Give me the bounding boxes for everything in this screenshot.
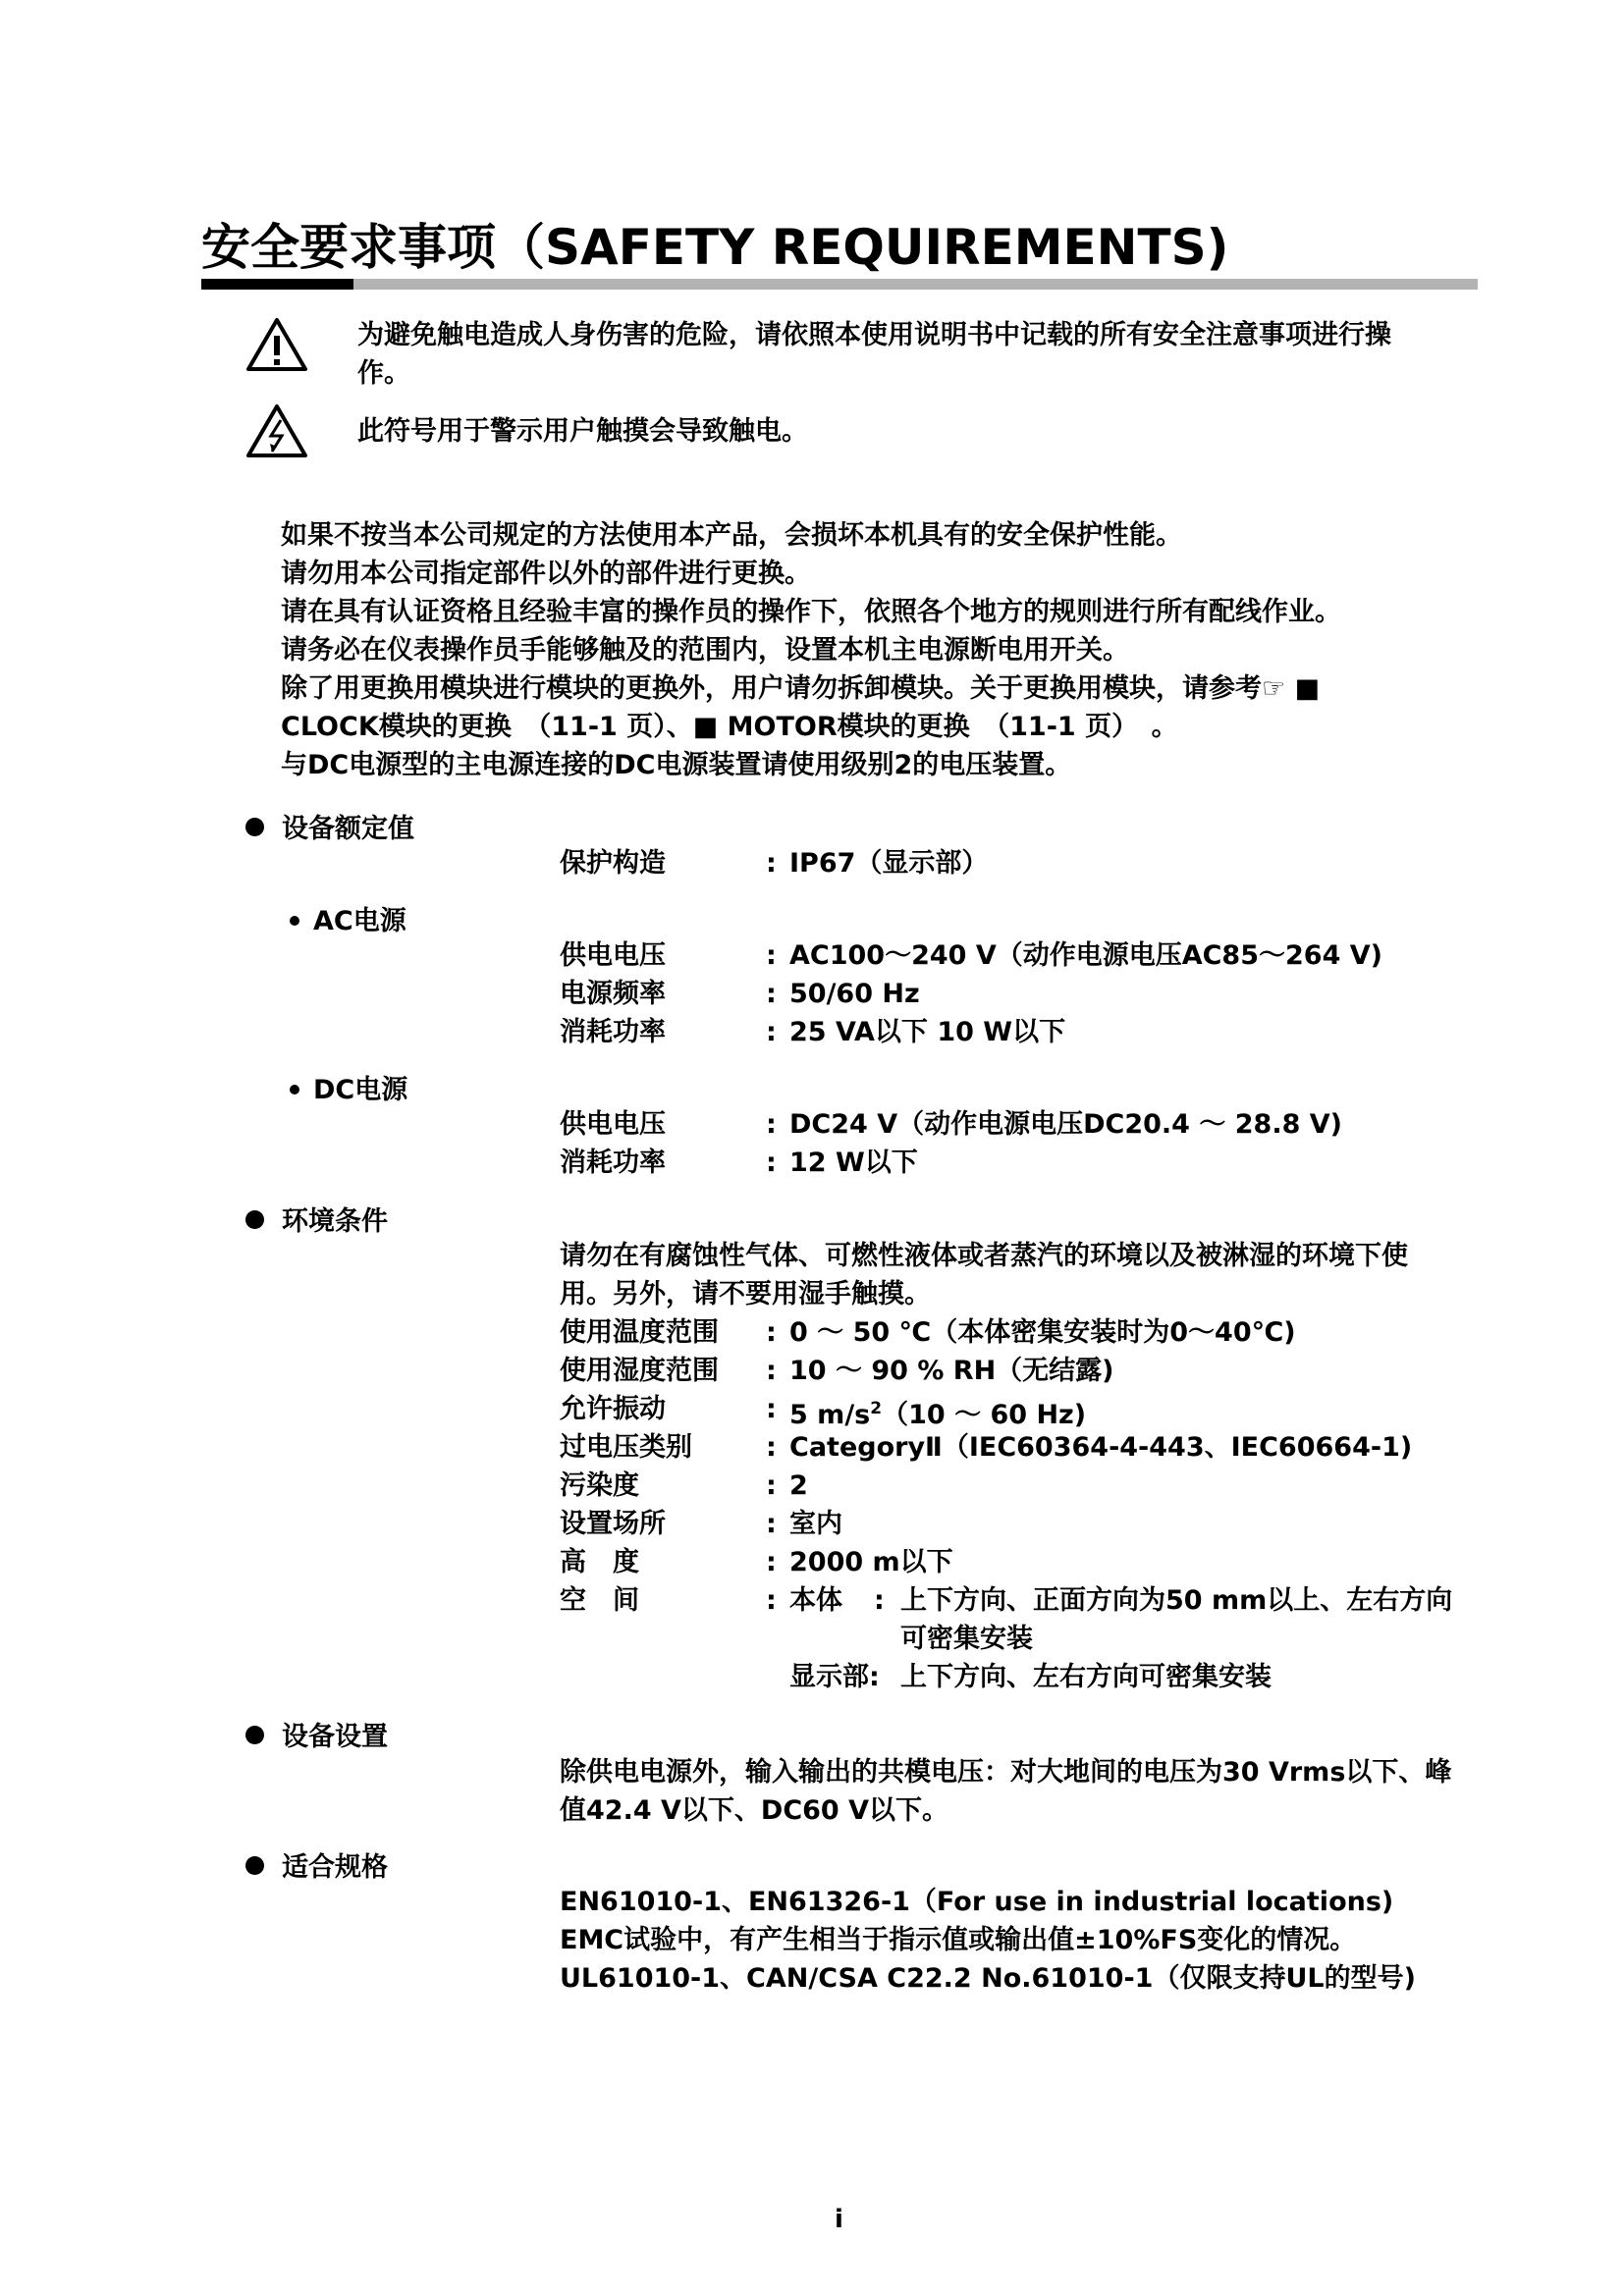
- pointer-hand-icon: ☞: [1262, 673, 1286, 704]
- spec-label: 过电压类别: [560, 1432, 692, 1463]
- intro-line-2: 请勿用本公司指定部件以外的部件进行更换。: [281, 559, 811, 589]
- warning-text-2: [357, 412, 1447, 451]
- bullet-icon: [245, 1210, 264, 1229]
- space-display-label: 显示部:: [789, 1662, 880, 1692]
- vibration-value: 5 m/s: [789, 1400, 871, 1430]
- bullet-icon: [290, 1085, 299, 1095]
- spec-colon: :: [766, 848, 777, 879]
- spec-value: 50/60 Hz: [789, 979, 920, 1009]
- section-installation-heading: 设备设置: [282, 1722, 388, 1752]
- space-display-value: 上下方向、左右方向可密集安装: [900, 1662, 1272, 1692]
- warning-triangle-icon: [244, 316, 309, 373]
- section-standards-heading: 适合规格: [282, 1852, 388, 1883]
- spec-value: 25 VA以下 10 W以下: [789, 1017, 1066, 1047]
- section-dc: [290, 1068, 407, 1106]
- intro-block: [281, 516, 1489, 784]
- spec-value: IP67（显示部）: [789, 848, 989, 879]
- warning-text-2-line-1: 此符号用于警示用户触摸会导致触电。: [357, 416, 808, 447]
- spec-colon: :: [766, 1317, 777, 1348]
- standards-list: [560, 1883, 1416, 1998]
- spec-colon: :: [766, 1509, 777, 1539]
- spec-label: 电源频率: [560, 979, 666, 1009]
- spec-colon: :: [766, 1356, 777, 1386]
- vibration-exponent: 2: [870, 1399, 883, 1418]
- spec-label: 污染度: [560, 1470, 639, 1501]
- spec-label: 消耗功率: [560, 1017, 666, 1047]
- spec-label: 高 度: [560, 1547, 639, 1577]
- spec-value: CategoryⅡ（IEC60364-4-443、IEC60664-1): [789, 1432, 1413, 1463]
- spec-label: 空 间: [560, 1585, 639, 1616]
- title-underline: [201, 279, 1478, 290]
- spec-colon: :: [766, 1585, 777, 1616]
- environment-note-line-2: 用。另外，请不要用湿手触摸。: [560, 1279, 931, 1309]
- installation-note: [560, 1753, 1451, 1830]
- environment-note: [560, 1237, 1408, 1313]
- square-bullet-icon: ■: [692, 712, 719, 742]
- spec-label: 使用温度范围: [560, 1317, 719, 1348]
- standards-line-2: EMC试验中，有产生相当于指示值或输出值±10%FS变化的情况。: [560, 1925, 1357, 1955]
- section-standards: [245, 1845, 388, 1884]
- spec-colon: :: [766, 1109, 777, 1140]
- intro-line-7: 与DC电源型的主电源连接的DC电源装置请使用级别2的电压装置。: [281, 750, 1072, 780]
- spec-value: 12 W以下: [789, 1148, 918, 1178]
- intro-line-1: 如果不按当本公司规定的方法使用本产品，会损坏本机具有的安全保护性能。: [281, 520, 1182, 551]
- spec-label: 使用湿度范围: [560, 1356, 719, 1386]
- vibration-range: （10 ～ 60 Hz): [882, 1400, 1087, 1430]
- space-body-colon: :: [874, 1585, 885, 1616]
- motor-module-ref[interactable]: MOTOR模块的更换 （11-1 页） 。: [718, 712, 1178, 742]
- section-rating: [245, 807, 414, 845]
- spec-value: AC100～240 V（动作电源电压AC85～264 V): [789, 940, 1383, 971]
- section-ac-heading: AC电源: [313, 906, 406, 936]
- section-environment-heading: 环境条件: [282, 1206, 388, 1237]
- intro-module-text: 除了用更换用模块进行模块的更换外，用户请勿拆卸模块。关于更换用模块，请参考: [281, 673, 1262, 704]
- bullet-icon: [245, 1856, 264, 1875]
- section-dc-heading: DC电源: [313, 1075, 408, 1105]
- spec-colon: :: [766, 979, 777, 1009]
- warning-text-1: [357, 316, 1447, 393]
- spec-colon: :: [766, 1547, 777, 1577]
- square-bullet-icon: ■: [1294, 673, 1321, 704]
- installation-note-line-1: 除供电电源外，输入输出的共模电压：对大地间的电压为30 Vrms以下、峰: [560, 1757, 1452, 1788]
- space-body-value-line-2: 可密集安装: [900, 1624, 1033, 1654]
- section-rating-heading: 设备额定值: [282, 814, 414, 844]
- spec-label: 允许振动: [560, 1394, 666, 1424]
- intro-line-6: [281, 708, 1489, 746]
- standards-line-3: UL61010-1、CAN/CSA C22.2 No.61010-1（仅限支持UL的型号): [560, 1963, 1416, 1994]
- spec-value: 2000 m以下: [789, 1547, 953, 1577]
- warning-text-1-line-2: 作。: [357, 358, 410, 389]
- spec-colon: :: [766, 940, 777, 971]
- installation-note-line-2: 值42.4 V以下、DC60 V以下。: [560, 1795, 949, 1826]
- spec-colon: :: [766, 1470, 777, 1501]
- title-underline-gray: [353, 279, 1478, 290]
- spec-colon: :: [766, 1017, 777, 1047]
- intro-line-5: [281, 669, 1489, 708]
- space-body-value-line-1: 上下方向、正面方向为50 mm以上、左右方向: [900, 1585, 1453, 1616]
- spec-value: 2: [789, 1470, 808, 1501]
- spec-label: 设置场所: [560, 1509, 666, 1539]
- section-ac: [290, 899, 406, 937]
- section-installation: [245, 1715, 388, 1753]
- bullet-icon: [290, 916, 299, 926]
- intro-line-4: 请务必在仪表操作员手能够触及的范围内，设置本机主电源断电用开关。: [281, 635, 1129, 666]
- spec-label: 保护构造: [560, 848, 666, 879]
- spec-colon: :: [766, 1394, 777, 1424]
- page-title: 安全要求事项（SAFETY REQUIREMENTS): [201, 219, 1229, 276]
- spec-value: DC24 V（动作电源电压DC20.4 ～ 28.8 V): [789, 1109, 1342, 1140]
- spec-colon: :: [766, 1432, 777, 1463]
- page-number: i: [835, 2205, 843, 2234]
- electric-shock-icon: [244, 402, 309, 459]
- clock-module-ref[interactable]: CLOCK模块的更换 （11-1 页）、: [281, 712, 693, 742]
- spec-label: 消耗功率: [560, 1148, 666, 1178]
- spec-colon: :: [766, 1148, 777, 1178]
- intro-line-3: 请在具有认证资格且经验丰富的操作员的操作下，依照各个地方的规则进行所有配线作业。: [281, 597, 1341, 627]
- spec-label: 供电电压: [560, 1109, 666, 1140]
- environment-note-line-1: 请勿在有腐蚀性气体、可燃性液体或者蒸汽的环境以及被淋湿的环境下使: [560, 1241, 1408, 1271]
- spec-value: 0 ～ 50 ℃（本体密集安装时为0～40℃): [789, 1317, 1296, 1348]
- standards-line-1: EN61010-1、EN61326-1（For use in industrial locations): [560, 1887, 1394, 1917]
- section-environment: [245, 1200, 388, 1238]
- bullet-icon: [245, 818, 264, 836]
- space-body-label: 本体: [789, 1585, 842, 1616]
- spec-label: 供电电压: [560, 940, 666, 971]
- spec-value: 室内: [789, 1509, 842, 1539]
- spec-space: [560, 1581, 1492, 1696]
- spec-value: 10 ～ 90 % RH（无结露): [789, 1356, 1114, 1386]
- warning-text-1-line-1: 为避免触电造成人身伤害的危险，请依照本使用说明书中记载的所有安全注意事项进行操: [357, 320, 1391, 350]
- bullet-icon: [245, 1726, 264, 1744]
- title-underline-dark: [201, 279, 353, 290]
